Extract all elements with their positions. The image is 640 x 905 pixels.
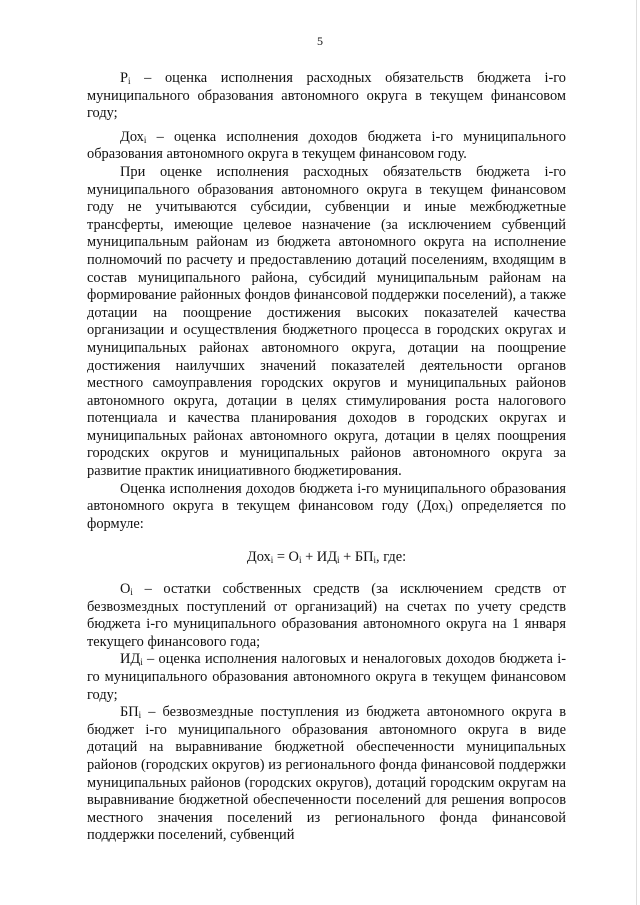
symbol-subscript: i	[445, 504, 449, 515]
document-body	[87, 70, 566, 845]
paragraph-text: – оценка исполнения доходов бюджета i-го муниципального образования автономного округа в текущем финансовом году.	[87, 128, 566, 163]
formula-term: Дох	[246, 549, 271, 566]
formula-term: + ИД	[301, 549, 338, 566]
paragraph-text: ) определяется по формуле:	[87, 498, 566, 532]
symbol-lead: ИД	[120, 651, 141, 668]
symbol-lead: P	[120, 70, 129, 86]
scan-edge	[636, 0, 637, 905]
symbol-subscript: i	[130, 587, 133, 598]
definition-bp	[87, 704, 566, 845]
formula-term: , где:	[376, 549, 407, 566]
paragraph-text: – оценка исполнения расходных обязательств бюджета i-го муниципального образования автономного округа в текущем финансовом году;	[87, 70, 566, 122]
paragraph-formula-intro	[87, 481, 566, 534]
symbol-subscript: i	[128, 76, 131, 86]
page-number: 5	[317, 34, 323, 48]
paragraph-p-definition	[87, 70, 566, 123]
paragraph-text: При оценке исполнения расходных обязательств бюджета i-го муниципального образования автономного округа в текущем финансовом году не учитываются субсидии, субвенции и иные межбюджетные трансферты, имеющие целевое назначение (за исключением субвенций муниципальным районам из бюджета автономного округа на исполнение полномочий по расчету и предоставлению дотаций поселениям, входящим в состав муниципального района, субсидий муниципальным районам на формирование районных фондов финансовой поддержки поселений), а также дотации на поощрение достижения высоких показателей качества организации и осуществления бюджетного процесса в городских округах и муниципальных районах автономного округа, дотации на поощрение достижения наилучших значений показателей деятельности органов местного самоуправления городских округов и муниципальных районов автономного округа, дотации в целях стимулирования роста налогового потенциала и качества планирования доходов в городских округах и муниципальных районах автономного округа, дотации в целях поощрения городских округов и муниципальных районов автономного округа за развитие практик инициативного бюджетирования.	[87, 163, 566, 480]
symbol-lead: БП	[120, 704, 139, 721]
paragraph-text: Оценка исполнения доходов бюджета i-го муниципального образования автономного округа в текущем финансовом году (Дох	[87, 480, 566, 515]
formula-subscript: i	[298, 555, 302, 566]
symbol-lead: Дох	[120, 128, 144, 145]
paragraph-text: – безвозмездные поступления из бюджета автономного округа в бюджет i-го муниципального образования автономного округа в виде дотаций на выравнивание бюджетной обеспеченности муниципальных районов (городских округов) из регионального фонда финансовой поддержки муниципальных районов (городских округов), дотаций городским округам на выравнивание бюджетной обеспеченности поселений для решения вопросов местного значения поселений из регионального фонда финансовой поддержки поселений, субвенций	[87, 704, 566, 844]
symbol-subscript: i	[143, 134, 147, 145]
definition-id	[87, 651, 566, 704]
symbol-subscript: i	[140, 657, 143, 668]
paragraph-dox-definition	[87, 129, 566, 164]
paragraph-text: – остатки собственных средств (за исключением средств от безвозмездных поступлений от организаций) на счетах по учету средств бюджета i-го муниципального образования автономного округа на 1 января текущего финансового года;	[87, 581, 566, 650]
formula-subscript: i	[337, 555, 340, 566]
paragraph-text: – оценка исполнения налоговых и неналоговых доходов бюджета i-го муниципального образования автономного округа в текущем финансовом году;	[87, 651, 566, 703]
formula-term: = O	[273, 549, 299, 566]
formula	[87, 549, 566, 567]
formula-subscript: i	[270, 555, 274, 566]
formula-term: + БП	[339, 549, 374, 566]
symbol-lead: O	[120, 581, 131, 598]
definition-o	[87, 581, 566, 651]
formula-subscript: i	[373, 555, 377, 566]
paragraph-exclusions	[87, 164, 566, 481]
symbol-subscript: i	[138, 710, 142, 721]
